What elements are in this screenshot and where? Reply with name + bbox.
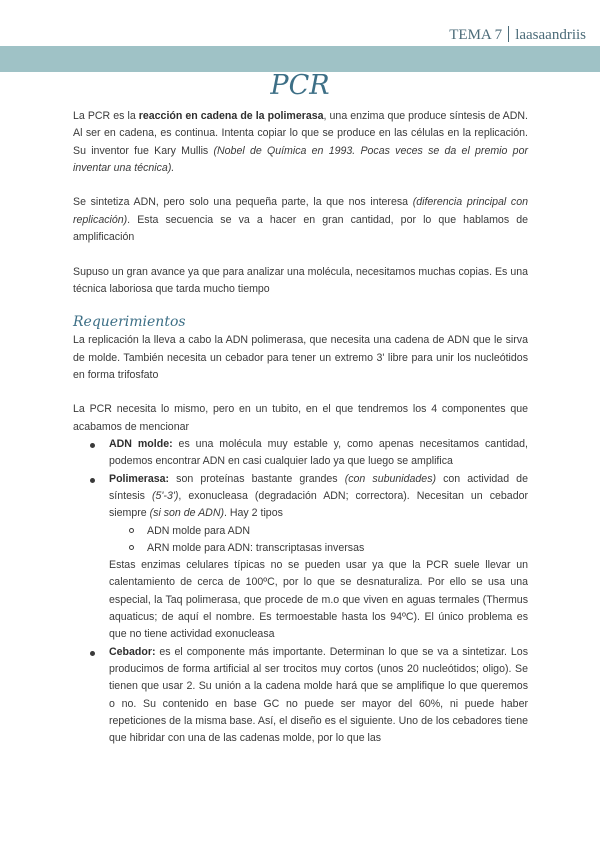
item-text: es el componente más importante. Determinan lo que se va a sintetizar. Los producimos de forma artificial al ser trocitos muy cortos (unos 20 nucleótidos; oligo). Se tienen que usar 2. Su unión a la cadena molde hará que se amplifique lo que queremos o no. Su contenido en base GC no puede ser mayor del 60%, ni puede haber repeticiones de la misma base. Así, el diseño es el siguiente. Uno de los cebadores tiene que hibridar con una de las cadenas molde, por lo que las [109, 645, 528, 745]
item-text: es una molécula muy estable y, como apenas necesitamos cantidad, podemos encontrar ADN en casi cualquier lado ya que luego se amplifica [109, 438, 529, 468]
req-paragraph-1: La replicación la lleva a cabo la ADN polimerasa, que necesita una cadena de ADN que le sirva de molde. También necesita un cebador para tener un extremo 3' libre para unir los nucleótidos en forma trifosfato [73, 334, 528, 381]
bullet-dot [90, 651, 95, 656]
header-separator [508, 26, 509, 42]
sub-item-arn [109, 540, 528, 557]
sub-item-adn [109, 523, 528, 540]
intro-paragraph-2 [73, 194, 528, 246]
list-item-polimerasa [73, 471, 528, 644]
polimerasa-types-list [109, 523, 528, 558]
components-list [73, 436, 528, 747]
polimerasa-extra-paragraph: Estas enzimas celulares típicas no se pueden usar ya que la PCR suele llevar un calentamiento de cerca de 100ºC, por lo que se desnaturaliza. Por ello se usa una especial, la Taq polimerasa, que procede de m.o que viven en aguas termales (Thermus aquaticus; de aquí el nombre. Es termoestable hasta los 94ºC). El único problema es que no tiene actividad exonucleasa [109, 559, 528, 641]
italic-note: (con subunidades) [344, 472, 437, 485]
item-text: son proteínas bastante grandes [169, 472, 345, 485]
item-text: , exonucleasa (degradación ADN; correctora). Necesitan un cebador siempre [109, 489, 529, 520]
header-author: laasaandriis [515, 27, 586, 43]
item-label: Polimerasa: [109, 472, 170, 485]
intro-paragraph-3: Supuso un gran avance ya que para analizar una molécula, necesitamos muchas copias. Es una técnica laboriosa que tarda mucho tiempo [73, 265, 528, 295]
page-title: PCR [270, 70, 330, 101]
item-text: con actividad de síntesis [109, 472, 528, 502]
header-label [449, 26, 586, 44]
header-band [0, 46, 600, 72]
italic-note: (diferencia principal con replicación) [73, 196, 528, 226]
bullet-dot [90, 478, 95, 483]
list-item-cebador [73, 644, 528, 748]
italic-note: (Nobel de Química en 1993. Pocas veces se da el premio por inventar una técnica). [73, 144, 528, 174]
bullet-circle [129, 545, 134, 550]
page-header [0, 0, 600, 46]
text-run: Se sintetiza ADN, pero solo una pequeña parte, la que nos interesa [73, 196, 413, 209]
italic-note: (si son de ADN) [149, 507, 224, 520]
item-label: Cebador: [109, 645, 156, 658]
item-label: ADN molde: [109, 438, 173, 451]
list-item-adn-molde [73, 436, 528, 471]
bullet-dot [90, 443, 95, 448]
text-run: . Esta secuencia se va a hacer en gran cantidad, por lo que hablamos de amplificación [73, 213, 528, 244]
text-run: La PCR es la [73, 110, 139, 122]
section-heading: Requerimientos [73, 314, 186, 331]
text-run: , una enzima que produce síntesis de ADN. Al ser en cadena, es continua. Intenta copiar lo que se produce en las células en la replicación. Su inventor fue Kary Mullis [73, 110, 528, 157]
header-tema: TEMA 7 [449, 27, 503, 43]
bullet-circle [129, 528, 134, 533]
intro-paragraph-1 [73, 108, 528, 177]
sub-item-text: ADN molde para ADN [147, 524, 251, 537]
italic-note: (5'-3') [151, 489, 179, 502]
bold-term: reacción en cadena de la polimerasa [138, 110, 324, 122]
item-text: . Hay 2 tipos [224, 507, 283, 520]
req-paragraph-2: La PCR necesita lo mismo, pero en un tubito, en el que tendremos los 4 componentes que acabamos de mencionar [73, 403, 528, 433]
document-body [73, 108, 528, 747]
sub-item-text: ARN molde para ADN: transcriptasas inversas [147, 541, 365, 554]
